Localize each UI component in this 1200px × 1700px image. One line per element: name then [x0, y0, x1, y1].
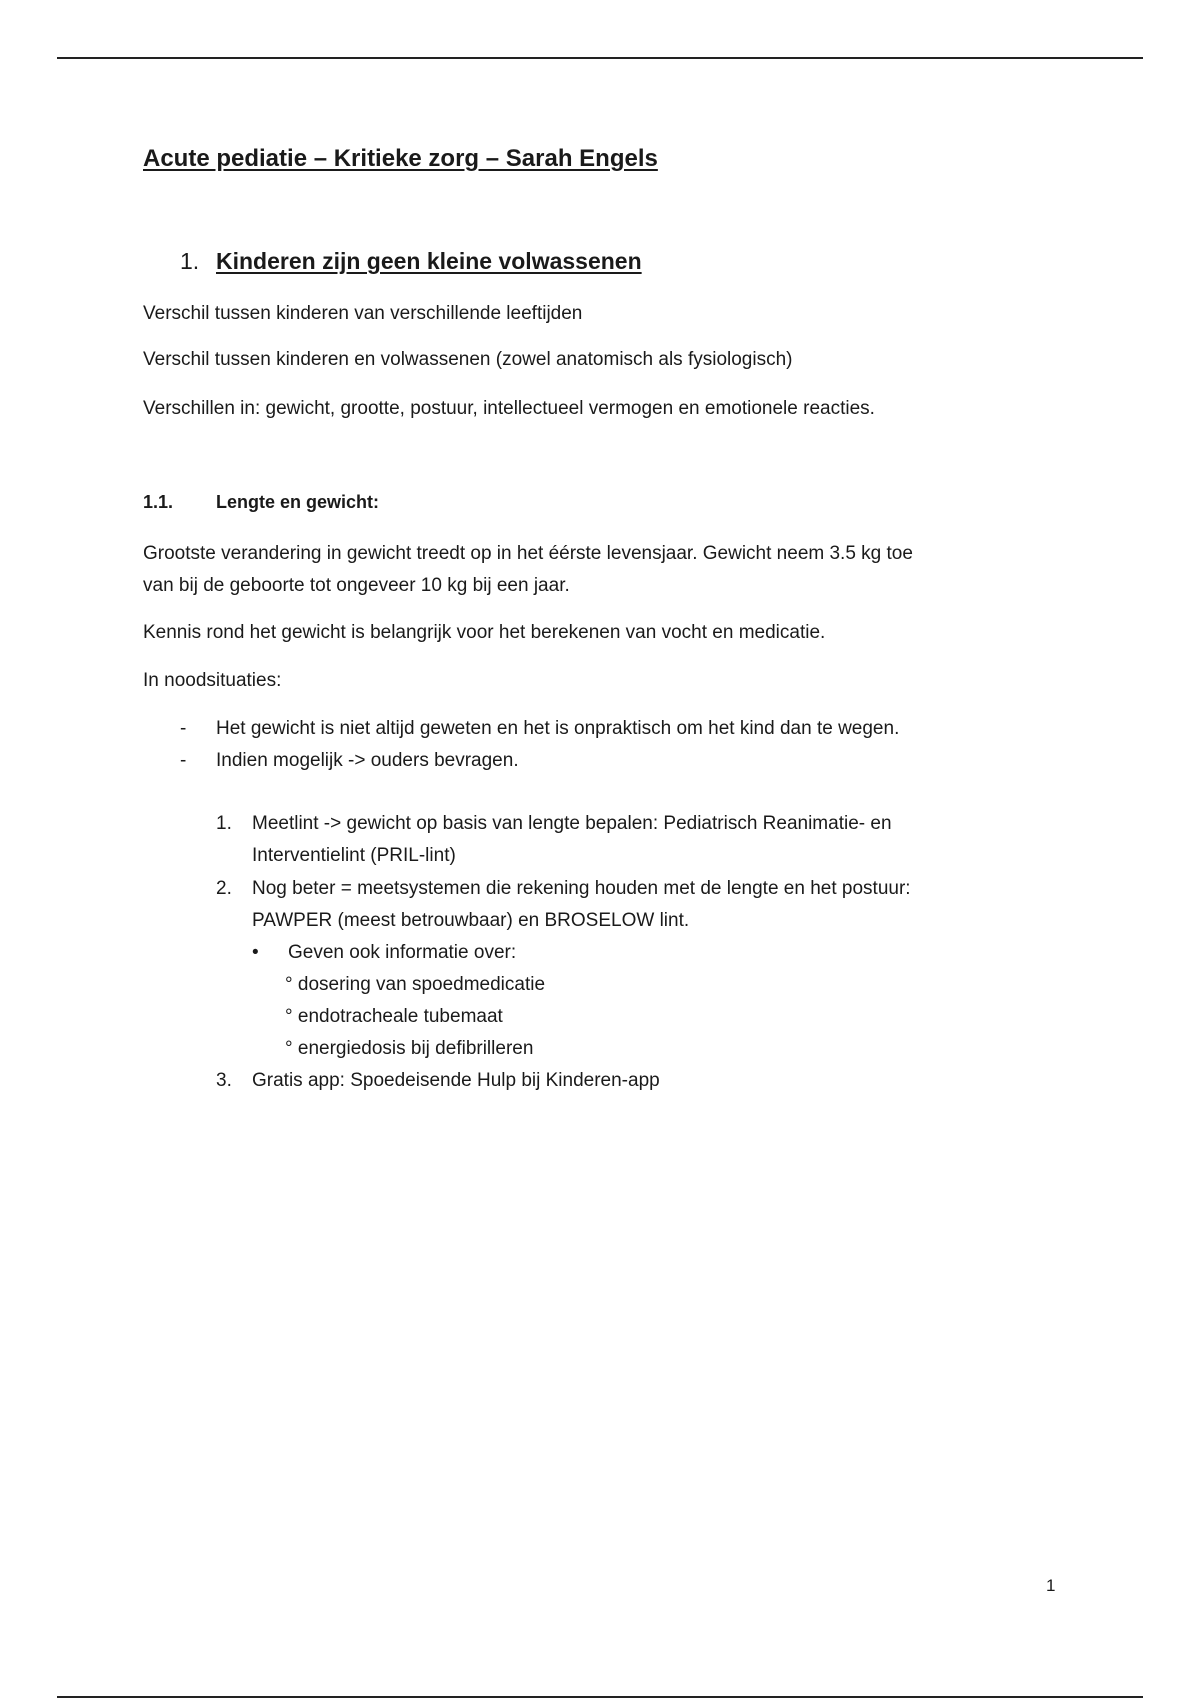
list-item	[143, 745, 1103, 777]
paragraph-weight-change-line2: van bij de geboorte tot ongeveer 10 kg bij een jaar.	[143, 575, 570, 596]
dash-list	[143, 713, 1103, 783]
dash-marker: -	[180, 718, 187, 739]
section-1-1-heading: Lengte en gewicht:	[216, 492, 380, 512]
document-title: Acute pediatie – Kritieke zorg – Sarah Engels	[143, 145, 658, 172]
dash-item-text: Indien mogelijk -> ouders bevragen.	[216, 750, 519, 771]
paragraph-age-differences: Verschil tussen kinderen van verschillende leeftijden	[143, 303, 583, 324]
section-1-1-number: 1.1.	[143, 492, 174, 512]
sub-item-dosage: ° dosering van spoedmedicatie	[285, 974, 546, 995]
numbered-item-text: Gratis app: Spoedeisende Hulp bij Kinderen-app	[252, 1070, 660, 1091]
numbered-item-text-continued: PAWPER (meest betrouwbaar) en BROSELOW lint.	[252, 910, 690, 931]
paragraph-weight-knowledge: Kennis rond het gewicht is belangrijk voor het berekenen van vocht en medicatie.	[143, 622, 826, 643]
header-rule	[57, 57, 1143, 59]
numbered-item-text: Nog beter = meetsystemen die rekening houden met de lengte en het postuur:	[252, 878, 911, 899]
paragraph-weight-change-line1: Grootste verandering in gewicht treedt op in het éérste levensjaar. Gewicht neem 3.5 kg toe	[143, 543, 913, 564]
paragraph-differences-in: Verschillen in: gewicht, grootte, postuur, intellectueel vermogen en emotionele reacties.	[143, 398, 875, 419]
numbered-list	[143, 808, 1103, 1098]
list-number: 2.	[216, 878, 232, 899]
list-number: 1.	[216, 813, 232, 834]
page-number: 1	[1046, 1576, 1056, 1595]
sub-item-tube-size: ° endotracheale tubemaat	[285, 1006, 503, 1027]
bullet-item-text: Geven ook informatie over:	[288, 942, 517, 963]
section-1-heading: Kinderen zijn geen kleine volwassenen	[216, 248, 642, 274]
numbered-item-text-continued: Interventielint (PRIL-lint)	[252, 845, 456, 866]
footer-rule	[57, 1696, 1143, 1698]
paragraph-emergencies: In noodsituaties:	[143, 670, 282, 691]
dash-marker: -	[180, 750, 187, 771]
numbered-item-text: Meetlint -> gewicht op basis van lengte bepalen: Pediatrisch Reanimatie- en	[252, 813, 892, 834]
list-item	[143, 713, 1103, 745]
dash-item-text: Het gewicht is niet altijd geweten en het is onpraktisch om het kind dan te wegen.	[216, 718, 900, 739]
sub-item-defibrillation: ° energiedosis bij defibrilleren	[285, 1038, 534, 1059]
list-number: 3.	[216, 1070, 232, 1091]
paragraph-adult-differences: Verschil tussen kinderen en volwassenen (zowel anatomisch als fysiologisch)	[143, 349, 793, 370]
bullet-marker: •	[252, 942, 259, 963]
section-1-number: 1.	[180, 248, 200, 274]
